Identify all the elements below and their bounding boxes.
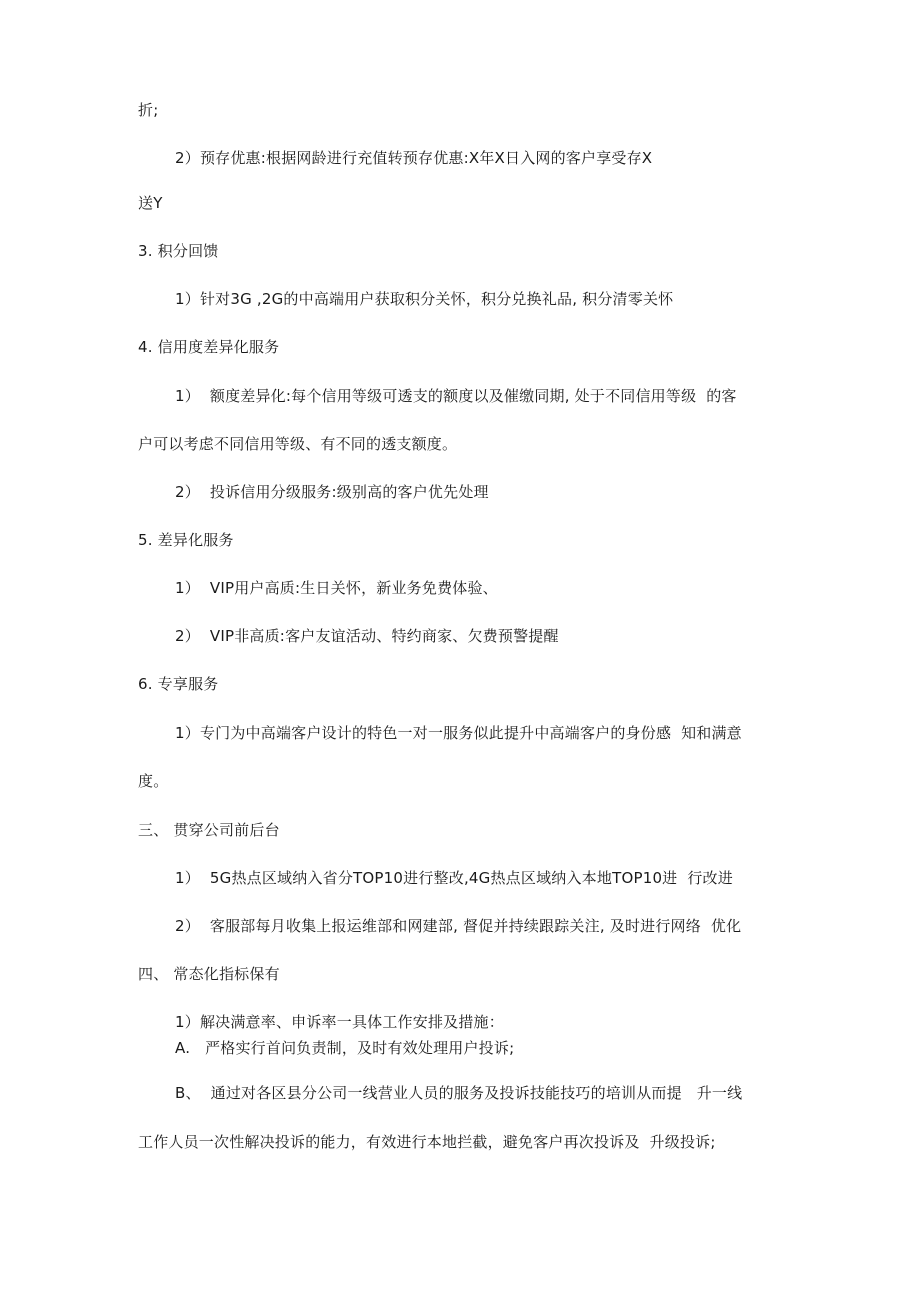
text-line: 2） VIP非高质:客户友谊活动、特约商家、欠费预警提醒 (175, 627, 559, 645)
text-line: 1） 5G热点区域纳入省分TOP10进行整改,4G热点区域纳入本地TOP10进 行改进 (175, 869, 733, 887)
section-heading: 3. 积分回馈 (138, 242, 219, 260)
text-line: 工作人员一次性解决投诉的能力，有效进行本地拦截，避免客户再次投诉及 升级投诉; (138, 1133, 716, 1151)
text-line: B、 通过对各区县分公司一线营业人员的服务及投诉技能技巧的培训从而提 升一线 (175, 1084, 743, 1102)
text-line: 1）针对3G ,2G的中高端用户获取积分关怀，积分兑换礼品, 积分清零关怀 (175, 290, 674, 308)
text-line: 1）专门为中高端客户设计的特色一对一服务似此提升中高端客户的身份感 知和满意 (175, 724, 742, 742)
text-line: 2） 投诉信用分级服务:级别高的客户优先处理 (175, 483, 489, 501)
section-heading: 三、 贯穿公司前后台 (138, 821, 280, 839)
text-line: 1）解决满意率、申诉率一具体工作安排及措施： (175, 1013, 504, 1031)
text-line: 送Y (138, 194, 163, 212)
text-line: 2） 客服部每月收集上报运维部和网建部, 督促并持续跟踪关注, 及时进行网络 优化 (175, 917, 742, 935)
section-heading: 5. 差异化服务 (138, 531, 234, 549)
text-line: 1） VIP用户高质:生日关怀，新业务免费体验、 (175, 579, 498, 597)
text-line: 折; (138, 101, 159, 119)
text-line: 户可以考虑不同信用等级、有不同的透支额度。 (138, 435, 458, 453)
text-line: 度。 (138, 772, 169, 790)
text-line: A. 严格实行首问负责制，及时有效处理用户投诉; (175, 1039, 515, 1057)
section-heading: 4. 信用度差异化服务 (138, 338, 280, 356)
section-heading: 四、 常态化指标保有 (138, 965, 280, 983)
section-heading: 6. 专享服务 (138, 675, 219, 693)
text-line: 1） 额度差异化:每个信用等级可透支的额度以及催缴同期, 处于不同信用等级 的客 (175, 387, 737, 405)
text-line: 2）预存优惠:根据网龄进行充值转预存优惠:X年X日入网的客户享受存X (175, 149, 653, 167)
